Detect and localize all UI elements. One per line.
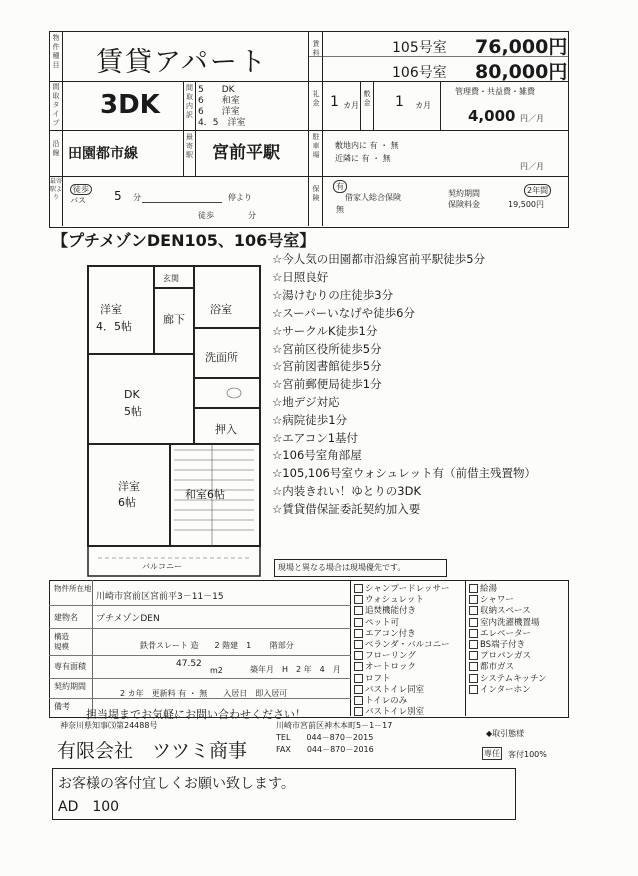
walk-minute-unit: 分	[133, 193, 141, 202]
breakdown-1: 5 DK	[198, 85, 235, 95]
amenity-item: 収納スペース	[469, 604, 531, 616]
feature-1: ☆今人気の田園都市沿線宮前平駅徒歩5分	[272, 252, 486, 266]
amenity-item: ウォシュレット	[354, 593, 424, 605]
type-label: 物件種目	[52, 34, 60, 69]
amenity-item: インターホン	[469, 683, 531, 695]
breakdown-3: 6 洋室	[198, 107, 240, 117]
feature-9: ☆地デジ対応	[272, 395, 340, 409]
feature-13: ☆105,106号室ウォシュレット有（前借主残置物）	[272, 466, 537, 480]
amenity-item: エアコン付き	[354, 627, 416, 639]
area-value: 47.52	[176, 659, 202, 669]
layout-value: 3DK	[100, 90, 160, 120]
note-label: 備考	[54, 702, 70, 711]
room-oshi: 押入	[215, 423, 237, 436]
company-name: 有限会社 ツツミ商事	[57, 740, 248, 762]
station-value: 宮前平駅	[212, 143, 280, 163]
amenity-item: バストイレ別室	[354, 705, 424, 717]
security-unit: カ月	[415, 101, 431, 110]
room-japanese: 和室6帖	[185, 488, 225, 501]
amenity-item: システムキッチン	[469, 672, 547, 684]
amenity-item: フローリング	[354, 649, 416, 661]
room-western2-size: 6帖	[118, 496, 136, 509]
feature-4: ☆スーパーいなげや徒歩6分	[272, 306, 415, 320]
rent-label: 賃料	[312, 40, 320, 57]
room-wash: 洗面所	[205, 351, 238, 364]
amenity-item: プロパンガス	[469, 649, 531, 661]
walk2-label: 徒歩	[198, 211, 214, 220]
room-dk: DK	[124, 388, 140, 401]
area-unit: m2	[210, 666, 223, 675]
feature-11: ☆エアコン1基付	[272, 431, 359, 445]
feature-5: ☆サークルK徒歩1分	[272, 324, 378, 338]
room-balcony: バルコニー	[142, 562, 182, 571]
term-value: 2 カ年 更新料 有 ・ 無 入居日 即入居可	[120, 689, 288, 698]
walk-bus: 徒歩 バス	[70, 184, 92, 206]
notice-box: 現場と異なる場合は現場優先です。	[274, 559, 447, 577]
insurance-no: 無	[336, 205, 344, 214]
station-label: 最寄駅	[186, 133, 193, 159]
contract-label: 契約期間	[448, 189, 480, 198]
company-tel: TEL 044－870－2015	[276, 733, 374, 742]
mgmt-value: 4,000	[468, 107, 516, 125]
amenity-item: エレベーター	[469, 627, 531, 639]
area-label: 専有面積	[54, 662, 86, 671]
feature-2: ☆日照良好	[272, 270, 329, 284]
ins-fee-value: 19,500円	[508, 200, 544, 209]
room-western1-size: 4．5帖	[96, 320, 132, 333]
mgmt-label: 管理費・共益費・雑費	[455, 87, 535, 96]
struct-value: 鉄骨スレート 造 2 階建 1 階部分	[140, 641, 294, 650]
rent-106-price: 80,000円	[475, 61, 568, 83]
walk-label: 最寄駅より	[50, 178, 63, 201]
insurance-name: 借家人総合保険	[345, 193, 401, 202]
room-dk-size: 5帖	[124, 405, 142, 418]
amenity-item: ベランダ・バルコニー	[354, 638, 450, 650]
amenity-item: シャワー	[469, 593, 514, 605]
parking-nearby: 近隣に 有 ・ 無	[335, 154, 391, 163]
feature-12: ☆106号室角部屋	[272, 448, 362, 462]
walk2-unit: 分	[248, 211, 256, 220]
feature-8: ☆宮前郵便局徒歩1分	[272, 377, 382, 391]
mgmt-unit: 円／月	[520, 114, 544, 123]
ins-fee-label: 保険料金	[448, 200, 480, 209]
deal-type: 専任	[484, 749, 500, 758]
contract-value: 2年間	[524, 184, 551, 197]
walk-minutes: 5	[114, 189, 122, 203]
page-title: 【プチメゾンDEN105、106号室】	[52, 231, 316, 250]
ad-fee: 客付100%	[508, 750, 547, 759]
feature-7: ☆宮前図書館徒歩5分	[272, 359, 382, 373]
feature-14: ☆内装きれい！ゆとりの3DK	[272, 484, 422, 498]
room-bath: 浴室	[210, 303, 232, 316]
feature-15: ☆賃貸借保証委託契約加入要	[272, 502, 421, 516]
address-label: 物件所在地	[54, 584, 92, 593]
term-label: 契約期間	[54, 682, 86, 691]
struct-label: 構造規模	[54, 632, 69, 651]
amenity-item: バストイレ同室	[354, 683, 424, 695]
room-hall: 廊下	[163, 313, 185, 326]
key-money-label: 礼金	[312, 90, 320, 107]
name-value: プチメゾンDEN	[96, 614, 160, 624]
built-value: 築年月 H 2 年 4 月	[250, 665, 341, 674]
security-value: 1	[395, 94, 404, 110]
amenity-item: 室内洗濯機置場	[469, 616, 540, 628]
footer-line1: お客様の客付宜しくお願い致します。	[58, 776, 295, 792]
room-western1: 洋室	[100, 303, 122, 316]
company-fax: FAX 044－870－2016	[276, 745, 374, 754]
feature-3: ☆湯けむりの庄徒歩3分	[272, 288, 394, 302]
line-label: 沿線	[52, 140, 60, 157]
amenity-item: トイレのみ	[354, 694, 407, 706]
footer-line2: AD 100	[58, 799, 120, 815]
parking-label: 駐車場	[312, 133, 320, 159]
insurance-label: 保険	[312, 185, 320, 202]
amenity-item: 追焚機能付き	[354, 604, 416, 616]
address-value: 川崎市宮前区宮前平3－11－15	[96, 592, 224, 602]
amenity-item: ロフト	[354, 672, 391, 684]
amenity-item: 給湯	[469, 582, 497, 594]
breakdown-label: 間取内訳	[186, 84, 193, 119]
breakdown-4: 4．5 洋室	[198, 118, 246, 128]
parking-on-site: 敷地内に 有 ・ 無	[335, 141, 399, 150]
feature-6: ☆宮前区役所徒歩5分	[272, 342, 382, 356]
breakdown-2: 6 和室	[198, 96, 240, 106]
room-western2: 洋室	[118, 480, 140, 493]
amenity-item: ペット可	[354, 616, 399, 628]
rent-105-price: 76,000円	[475, 36, 568, 58]
name-label: 建物名	[54, 613, 78, 622]
amenity-item: BS端子付き	[469, 638, 525, 650]
insurance-yes: 有	[333, 180, 347, 193]
amenity-item: 都市ガス	[469, 660, 514, 672]
deal-label: ◆取引態様	[486, 729, 525, 738]
amenity-item: オートロック	[354, 660, 416, 672]
room-entrance: 玄関	[163, 274, 179, 283]
license-number: 神奈川県知事⑶第24488号	[60, 721, 158, 730]
bus-stop: 停より	[228, 193, 252, 202]
layout-label: 間取タイプ	[52, 83, 60, 127]
parking-unit: 円／月	[520, 162, 544, 171]
amenity-item: シャンプードレッサー	[354, 582, 450, 594]
key-money-unit: カ月	[343, 101, 359, 110]
security-label: 敷金	[363, 90, 371, 107]
rent-106-room: 106号室	[392, 65, 447, 81]
feature-10: ☆病院徒歩1分	[272, 413, 348, 427]
company-address: 川崎市宮前区神木本町5－1－17	[276, 721, 393, 730]
note-value: 担当堤までお気軽にお問い合わせください！	[86, 708, 306, 721]
rent-105-room: 105号室	[392, 40, 447, 56]
key-money-value: 1	[330, 94, 339, 110]
line-value: 田園都市線	[68, 146, 138, 162]
type-value: 賃貸アパート	[96, 47, 268, 78]
